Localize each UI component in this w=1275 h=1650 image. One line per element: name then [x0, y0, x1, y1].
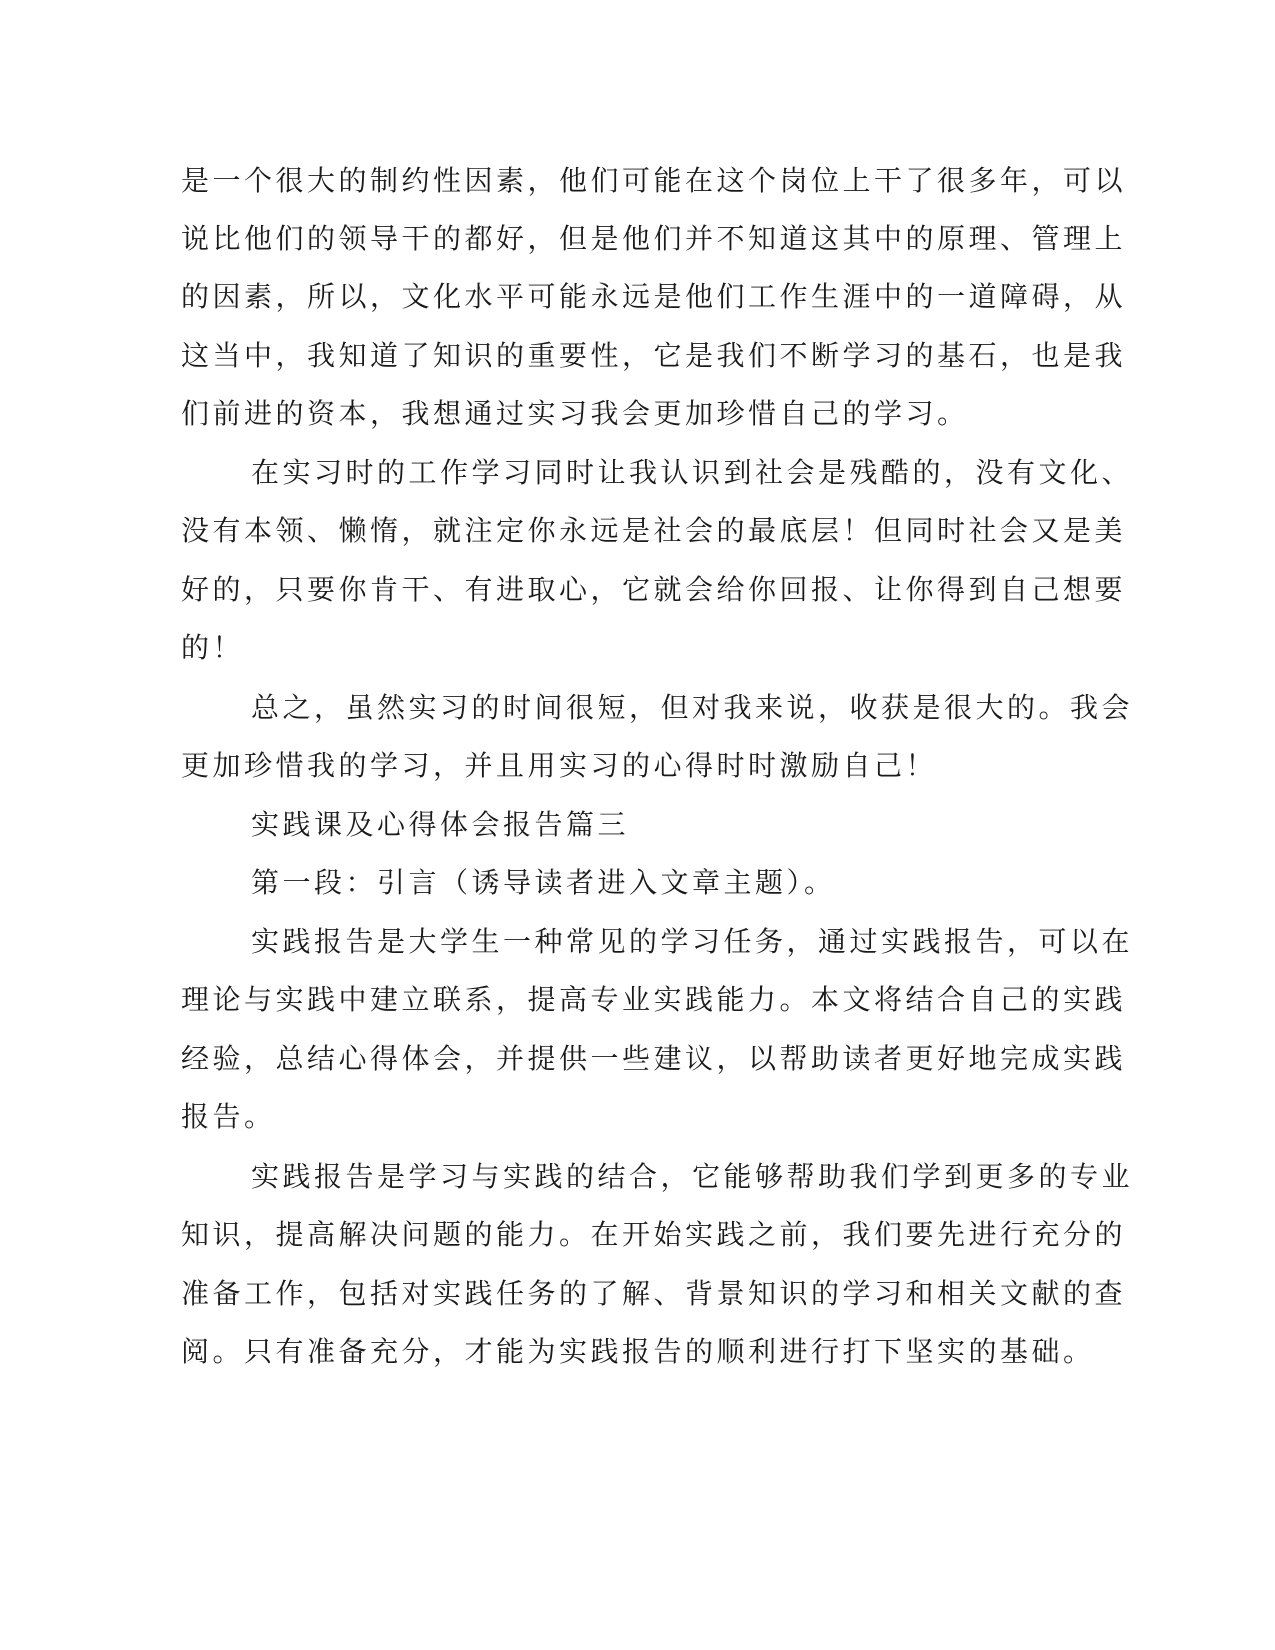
- text-line: 是一个很大的制约性因素，他们可能在这个岗位上干了很多年，可以: [181, 164, 1127, 197]
- paragraph-start-line: 实践报告是学习与实践的结合，它能够帮助我们学到更多的专业: [251, 1160, 1134, 1193]
- paragraph-start-line: 实践报告是大学生一种常见的学习任务，通过实践报告，可以在: [251, 925, 1134, 958]
- subsection-heading: 第一段：引言（诱导读者进入文章主题）。: [251, 866, 836, 899]
- text-line: 阅。只有准备充分，才能为实践报告的顺利进行打下坚实的基础。: [181, 1335, 1095, 1368]
- text-line: 更加珍惜我的学习，并且用实习的心得时时激励自己！: [181, 749, 938, 782]
- text-line: 理论与实践中建立联系，提高专业实践能力。本文将结合自己的实践: [181, 983, 1127, 1016]
- text-line: 准备工作，包括对实践任务的了解、背景知识的学习和相关文献的查: [181, 1277, 1127, 1310]
- text-line: 的因素，所以，文化水平可能永远是他们工作生涯中的一道障碍，从: [181, 280, 1127, 313]
- text-line: 的！: [181, 631, 245, 664]
- paragraph-start-line: 总之，虽然实习的时间很短，但对我来说，收获是很大的。我会: [251, 691, 1134, 724]
- text-line: 好的，只要你肯干、有进取心，它就会给你回报、让你得到自己想要: [181, 573, 1127, 606]
- text-line: 报告。: [181, 1100, 276, 1133]
- text-line: 说比他们的领导干的都好，但是他们并不知道这其中的原理、管理上: [181, 222, 1127, 255]
- section-heading: 实践课及心得体会报告篇三: [251, 808, 630, 841]
- text-line: 没有本领、懒惰，就注定你永远是社会的最底层！但同时社会又是美: [181, 514, 1127, 547]
- paragraph-start-line: 在实习时的工作学习同时让我认识到社会是残酷的，没有文化、: [251, 456, 1134, 489]
- text-line: 这当中，我知道了知识的重要性，它是我们不断学习的基石，也是我: [181, 339, 1127, 372]
- text-line: 们前进的资本，我想通过实习我会更加珍惜自己的学习。: [181, 397, 969, 430]
- text-line: 知识，提高解决问题的能力。在开始实践之前，我们要先进行充分的: [181, 1218, 1127, 1251]
- text-line: 经验，总结心得体会，并提供一些建议，以帮助读者更好地完成实践: [181, 1042, 1127, 1075]
